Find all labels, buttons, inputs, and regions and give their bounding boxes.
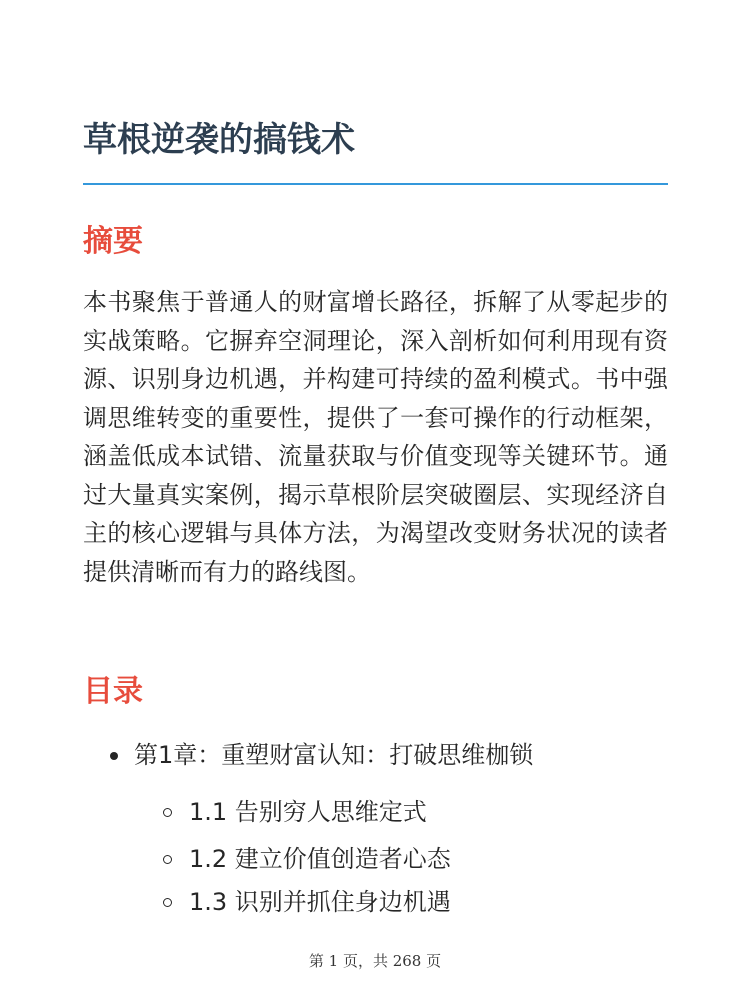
document-page — [83, 0, 668, 1000]
filled-bullet-icon — [110, 752, 118, 760]
toc-heading: 目录 — [83, 674, 143, 709]
hollow-bullet-icon — [163, 898, 172, 907]
title-divider — [83, 183, 668, 185]
toc-chapter-label: 第1章：重塑财富认知：打破思维枷锁 — [134, 741, 534, 769]
toc-section-label: 1.3 识别并抓住身边机遇 — [189, 888, 451, 916]
hollow-bullet-icon — [163, 855, 172, 864]
summary-body: 本书聚焦于普通人的财富增长路径，拆解了从零起步的实战策略。它摒弃空洞理论，深入剖析如何利用现有资源、识别身边机遇，并构建可持续的盈利模式。书中强调思维转变的重要性，提供了一套可操作的行动框架，涵盖低成本试错、流量获取与价值变现等关键环节。通过大量真实案例，揭示草根阶层突破圈层、实现经济自主的核心逻辑与具体方法，为渴望改变财务状况的读者提供清晰而有力的路线图。 — [83, 288, 668, 586]
toc-section-label: 1.1 告别穷人思维定式 — [189, 798, 427, 826]
toc-section-label: 1.2 建立价值创造者心态 — [189, 845, 451, 873]
hollow-bullet-icon — [163, 808, 172, 817]
page-footer: 第 1 页，共 268 页 — [308, 952, 442, 970]
summary-heading: 摘要 — [83, 224, 143, 259]
book-title: 草根逆袭的搞钱术 — [83, 120, 355, 160]
